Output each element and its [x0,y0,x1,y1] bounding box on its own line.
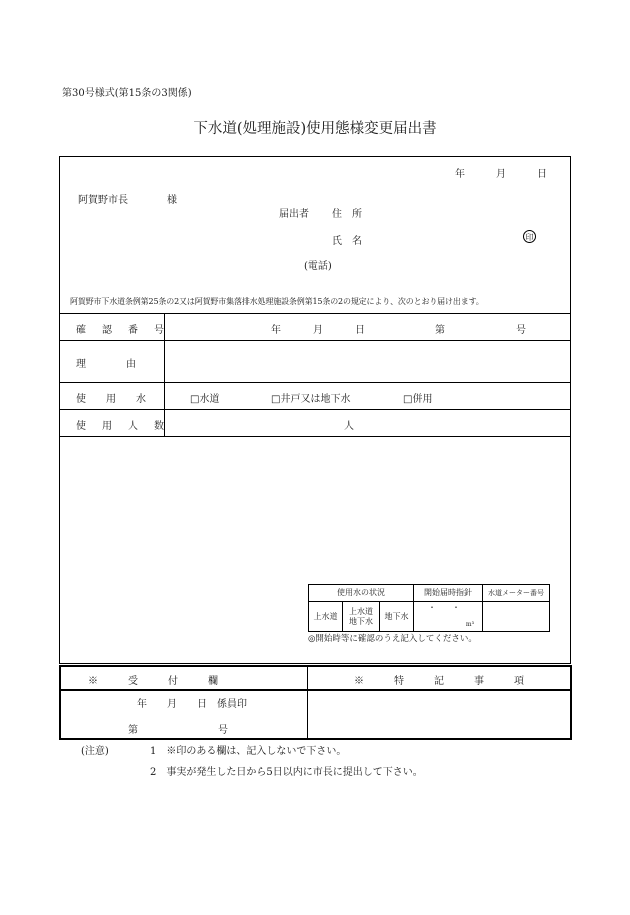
meter-col-both-line1: 上水道 [349,607,373,617]
meter-reading-dots: ・ ・ [428,603,460,612]
reception-date-line: 年 月 日 係員印 [137,699,247,710]
confirm-number-label: 確 認 番 号 [76,325,167,336]
reception-number-line: 第 号 [128,725,228,736]
water-option-tap[interactable]: □水道 [190,394,220,405]
people-count-label: 使 用 人 数 [76,421,167,432]
row-divider [59,382,571,383]
notifier-label: 届出者 [279,209,309,220]
reception-header: ※ 受 付 欄 [88,676,218,687]
row-divider [59,340,571,341]
meter-table [308,584,550,632]
meter-col-both [343,602,380,632]
confirm-go: 号 [516,325,526,336]
notes-label: (注意) [81,746,109,757]
date-day-label: 日 [537,169,547,180]
water-usage-label: 使 用 水 [76,394,146,405]
remarks-header: ※ 特 記 事 項 [354,676,524,687]
bottom-column-divider [307,665,308,740]
notifier-phone-label: (電話) [304,261,332,272]
meter-reading-unit: m³ [465,621,474,629]
statement-text: 阿賀野市下水道条例第25条の2又は阿賀野市集落排水処理施設条例第15条の2の規定により、次のとおり届け出ます。 [70,297,484,306]
confirm-day: 日 [355,325,365,336]
form-number: 第30号様式(第15条の3関係) [62,88,192,99]
reason-label: 理 由 [76,359,136,370]
bottom-header-divider [59,689,572,691]
meter-status-header: 使用水の状況 [309,585,414,602]
water-option-well[interactable]: □井戸又は地下水 [271,394,351,405]
meter-number-header: 水道メーター番号 [483,585,550,602]
row-divider [59,436,571,437]
note-item-2: 2 事実が発生した日から5日以内に市長に提出して下さい。 [150,767,423,778]
notifier-address-label: 住 所 [332,209,362,220]
date-year-label: 年 [455,169,465,180]
meter-col-both-line2: 地下水 [349,616,373,626]
date-month-label: 月 [496,169,506,180]
seal-mark: 印 [523,230,536,243]
note-item-1: 1 ※印のある欄は、記入しないで下さい。 [150,746,347,757]
notifier-name-label: 氏 名 [332,236,362,247]
confirm-dai: 第 [435,325,445,336]
meter-note: ◎開始時等に確認のうえ記入してください。 [308,634,477,644]
meter-reading-cell[interactable] [414,602,483,632]
confirm-year: 年 [271,325,281,336]
row-divider [59,313,571,314]
addressee-name: 阿賀野市長 [78,195,128,206]
water-option-combined[interactable]: □併用 [403,394,433,405]
meter-reading-header: 開始届時指針 [414,585,483,602]
meter-col-water: 上水道 [309,602,343,632]
document-title: 下水道(処理施設)使用態様変更届出書 [193,121,437,137]
addressee-honorific: 様 [167,195,177,206]
row-divider [59,409,571,410]
people-unit: 人 [344,421,354,432]
confirm-month: 月 [313,325,323,336]
meter-col-ground: 地下水 [380,602,414,632]
meter-number-cell[interactable] [483,602,550,632]
